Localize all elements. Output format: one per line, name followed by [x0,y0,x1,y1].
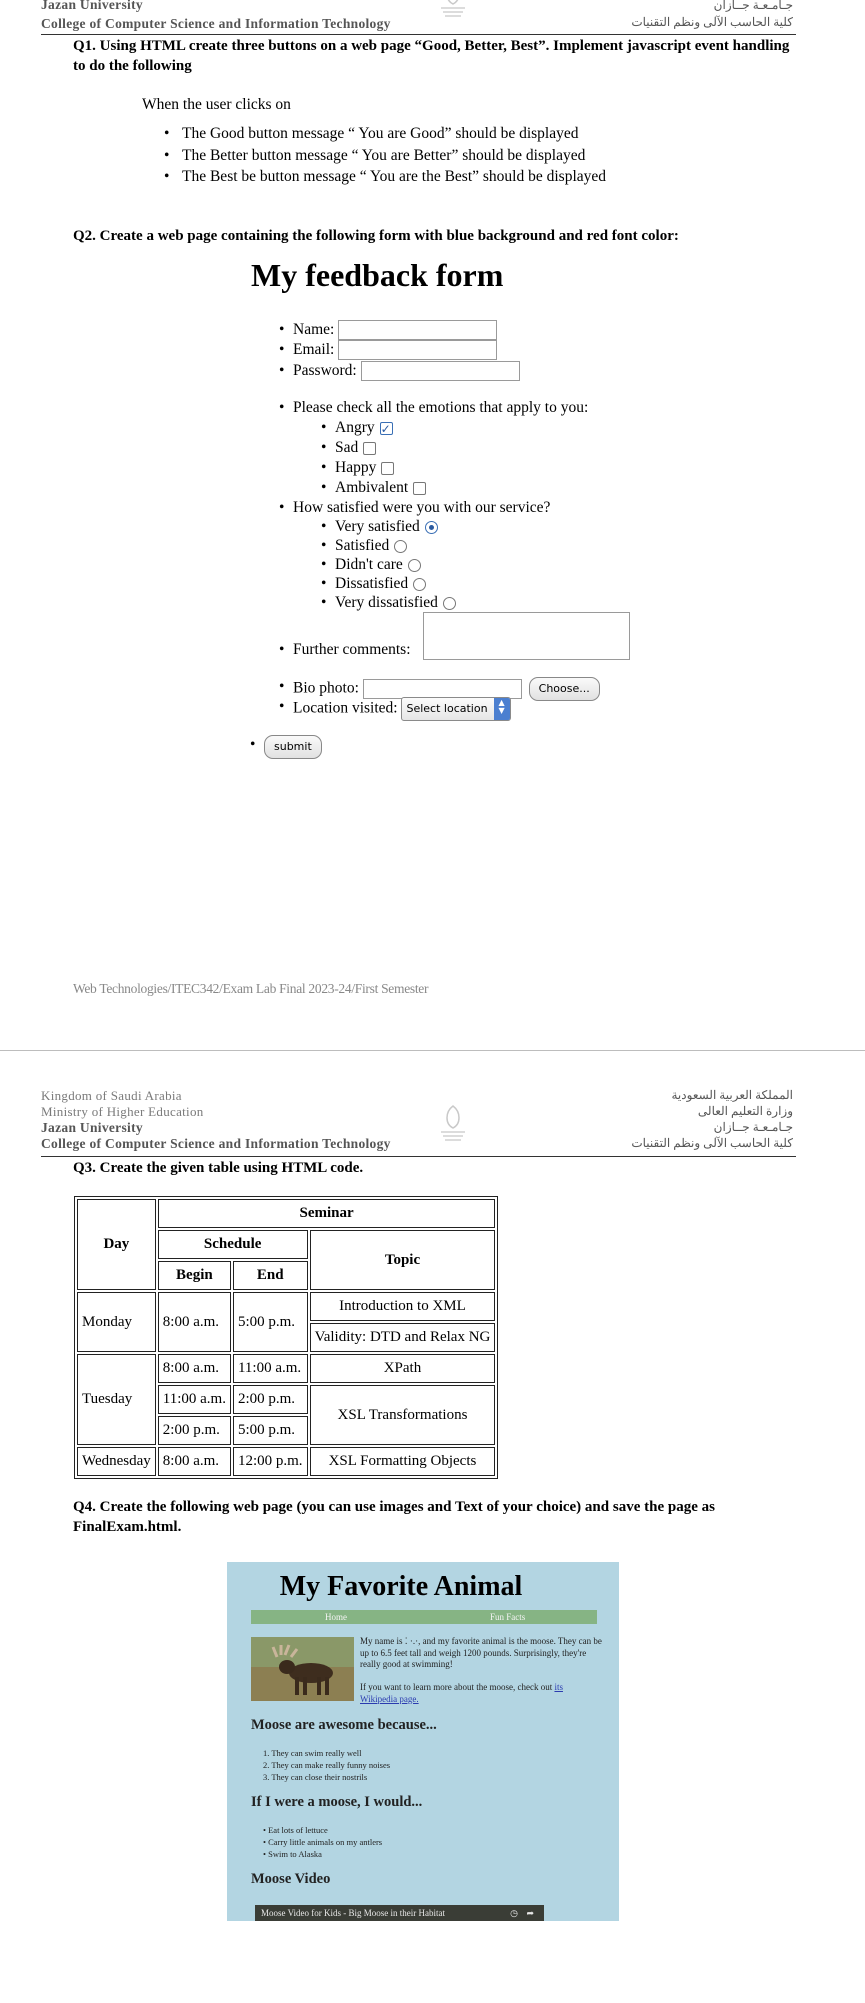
password-row [293,361,520,381]
header-rule-2 [41,1156,796,1157]
q3-title: Q3. Create the given table using HTML code. [73,1160,364,1176]
list-item: • Carry little animals on my antlers [263,1837,383,1847]
moose-intro-text: My name is ⁚ ·.·, and my favorite animal is the moose. They can be up to 6.5 feet tall and weigh 1200 pounds. Surprisingly, they're really good at swimming! [360,1636,602,1669]
cell-end: 5:00 p.m. [233,1292,308,1352]
password-label: Password: [293,362,357,379]
header-college: College of Computer Science and Information Technology [41,16,391,31]
moose-reasons-list [263,1747,390,1783]
cell-begin: 8:00 a.m. [158,1292,231,1352]
password-input[interactable] [361,361,520,381]
moose-image [251,1637,354,1701]
cell-topic: XPath [310,1354,496,1383]
sat-very-dissatisfied [335,593,456,613]
nav-home-link[interactable]: Home [325,1612,347,1622]
moose-photo-icon [251,1637,354,1701]
cell-end: 5:00 p.m. [233,1416,308,1445]
cell-begin: 11:00 a.m. [158,1385,231,1414]
moose-page-preview [227,1562,619,1921]
header-college-2: College of Computer Science and Information Technology [41,1136,391,1151]
cell-monday: Monday [77,1292,156,1352]
university-logo-icon [433,1102,473,1150]
clock-icon[interactable]: ◷ [510,1908,518,1918]
cell-topic: XSL Transformations [310,1385,496,1445]
sat-satisfied-label: Satisfied [335,537,390,554]
cell-end: 2:00 p.m. [233,1385,308,1414]
moose-awesome-heading: Moose are awesome because... [251,1717,437,1733]
moose-wishes-list [263,1824,382,1860]
moose-video-player[interactable] [255,1905,544,1921]
name-input[interactable] [338,320,497,340]
header-kingdom: Kingdom of Saudi Arabia [41,1088,182,1103]
wikipedia-link[interactable]: its Wikipedia page. [360,1682,563,1704]
page-footer: Web Technologies/ITEC342/Exam Lab Final 2023-24/First Semester [73,981,429,996]
nav-fun-facts-link[interactable]: Fun Facts [490,1612,526,1622]
name-label: Name: [293,321,335,338]
very-dissatisfied-radio[interactable] [443,597,456,610]
share-icon[interactable]: ➦ [526,1908,534,1918]
moose-navbar [251,1610,597,1624]
submit-button[interactable]: submit [264,735,322,759]
q2-title: Q2. Create a web page containing the following form with blue background and red font color: [73,228,679,244]
th-seminar: Seminar [158,1199,496,1228]
dissatisfied-radio[interactable] [413,578,426,591]
cell-wednesday: Wednesday [77,1447,156,1476]
location-select[interactable] [401,697,510,721]
university-logo-icon [433,0,473,26]
location-select-value: Select location [406,702,488,715]
sat-didnt-care [335,555,421,575]
schedule-table [74,1196,498,1479]
sat-very-dissatisfied-label: Very dissatisfied [335,594,438,611]
sat-didnt-care-label: Didn't care [335,556,403,573]
cell-begin: 2:00 p.m. [158,1416,231,1445]
emotions-label: • Please check all the emotions that apply to you: [293,398,588,418]
submit-row [264,735,322,759]
header-university-ar: جـامـعـة جــازان [713,0,793,12]
sat-very-satisfied-label: Very satisfied [335,518,420,535]
header-university-2: Jazan University [41,1120,143,1135]
header-college-ar: كلية الحاسب الآلى ونظم التقنيات [631,15,793,29]
q1-title: Q1. Using HTML create three buttons on a web page “Good, Better, Best”. Implement javascript event handling to do the following [73,38,790,74]
cell-end: 11:00 a.m. [233,1354,308,1383]
sat-satisfied [335,536,407,556]
header-ministry-ar: وزارة التعليم العالى [697,1104,793,1118]
header-college-ar-2: كلية الحاسب الآلى ونظم التقنيات [631,1136,793,1150]
satisfied-radio[interactable] [394,540,407,553]
video-title: Moose Video for Kids - Big Moose in their Habitat [261,1908,446,1918]
select-arrows-icon: ▲ ▼ [494,698,510,720]
cell-topic: Validity: DTD and Relax NG [310,1323,496,1352]
moose-heading: My Favorite Animal [279,1571,523,1602]
location-label: Location visited: [293,699,398,717]
sat-very-satisfied [335,517,438,537]
header-university-ar-2: جـامـعـة جــازان [713,1120,793,1134]
sad-checkbox[interactable] [363,442,376,455]
cell-end: 12:00 p.m. [233,1447,308,1476]
th-topic: Topic [310,1230,496,1290]
comments-label: • Further comments: [293,640,411,660]
emotion-happy [335,458,394,478]
sat-dissatisfied [335,574,426,594]
happy-checkbox[interactable] [381,462,394,475]
form-title: My feedback form [251,257,504,293]
ambivalent-checkbox[interactable] [413,482,426,495]
page-break [0,1050,865,1051]
th-schedule: Schedule [158,1230,308,1259]
list-item: • Eat lots of lettuce [263,1825,328,1835]
sat-dissatisfied-label: Dissatisfied [335,575,409,592]
email-row [293,340,497,360]
list-item: 3. They can close their nostrils [263,1772,368,1782]
emotion-angry-label: Angry [335,419,375,436]
q1-intro: When the user clicks on [142,96,291,113]
cell-tuesday: Tuesday [77,1354,156,1445]
emotion-sad-label: Sad [335,439,359,456]
emotion-angry [335,418,393,438]
cell-begin: 8:00 a.m. [158,1354,231,1383]
q1-bullet-good: • The Good button message “ You are Good” should be displayed [182,125,578,143]
header-university: Jazan University [41,0,143,12]
header-kingdom-ar: المملكة العربية السعودية [671,1088,793,1102]
photo-label: Bio photo: [293,679,359,697]
list-item: 1. They can swim really well [263,1748,362,1758]
emotion-sad [335,438,376,458]
list-item: • Swim to Alaska [263,1849,322,1859]
th-end: End [233,1261,308,1290]
moose-would-heading: If I were a moose, I would... [251,1794,423,1810]
didnt-care-radio[interactable] [408,559,421,572]
satisfaction-label: • How satisfied were you with our service? [293,498,550,518]
learn-more-text: If you want to learn more about the moose, check out [360,1682,553,1692]
q1-bullet-better: • The Better button message “ You are Better” should be displayed [182,147,585,165]
emotion-ambivalent-label: Ambivalent [335,479,409,496]
list-item: 2. They can make really funny noises [263,1760,391,1770]
q1-bullet-best: • The Best be button message “ You are the Best” should be displayed [182,168,606,186]
location-row [293,697,511,721]
cell-topic: Introduction to XML [310,1292,496,1321]
emotion-happy-label: Happy [335,459,377,476]
email-label: Email: [293,341,335,358]
emotion-ambivalent [335,478,426,498]
photo-path-input[interactable] [363,679,522,699]
moose-learn-more [360,1682,602,1705]
name-row [293,320,497,340]
email-input[interactable] [338,340,497,360]
angry-checkbox[interactable] [380,422,393,435]
very-satisfied-radio[interactable] [425,521,438,534]
cell-topic: XSL Formatting Objects [310,1447,496,1476]
header-ministry: Ministry of Higher Education [41,1104,204,1119]
choose-file-button[interactable]: Choose... [529,677,600,701]
th-begin: Begin [158,1261,231,1290]
cell-begin: 8:00 a.m. [158,1447,231,1476]
comments-textarea[interactable] [423,612,630,660]
header-rule [41,34,796,35]
th-day: Day [77,1199,156,1290]
moose-video-heading: Moose Video [251,1871,331,1887]
q4-title: Q4. Create the following web page (you can use images and Text of your choice) and save the page as FinalExam.html. [73,1499,715,1535]
